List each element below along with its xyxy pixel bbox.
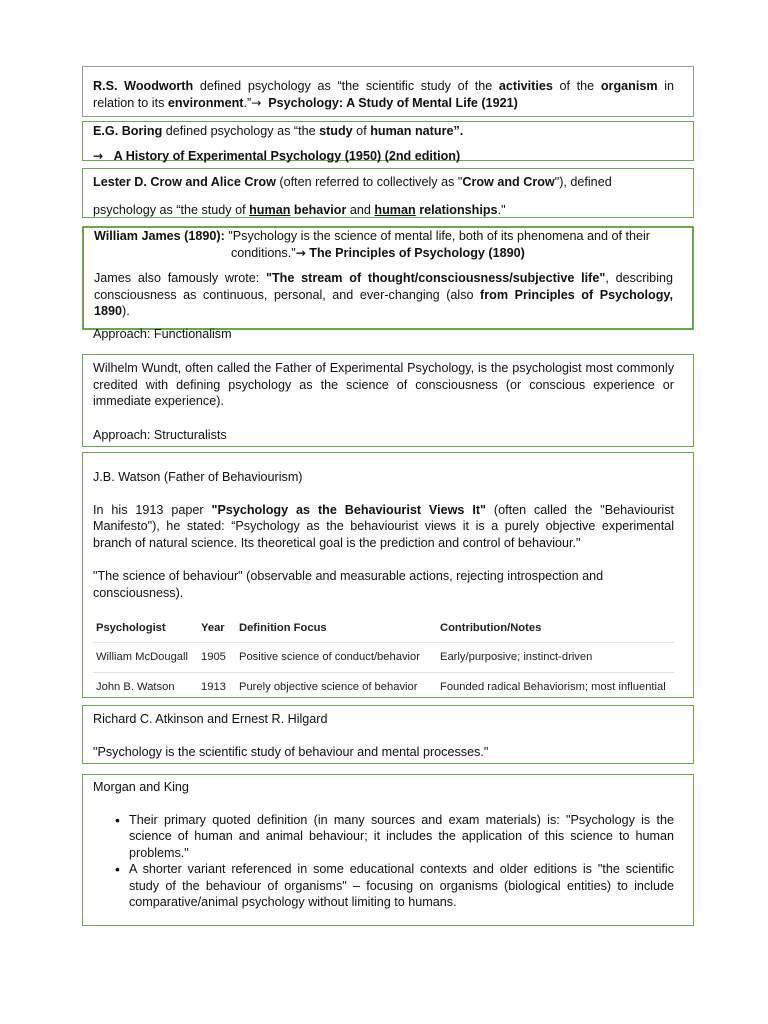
table-row <box>93 643 674 673</box>
crow-definition-line2: psychology as “the study of human behavior and human relationships." <box>93 202 506 217</box>
watson-heading: J.B. Watson (Father of Behaviourism) <box>93 470 303 484</box>
morgan-heading: Morgan and King <box>93 780 189 794</box>
table-header: Contribution/Notes <box>437 614 674 643</box>
james-box <box>82 226 694 330</box>
woodworth-box <box>82 66 694 117</box>
arrow-right-icon: → <box>93 148 104 163</box>
wundt-box <box>82 354 694 447</box>
table-cell: 1905 <box>198 643 236 673</box>
crow-definition-line1: Lester D. Crow and Alice Crow (often referred to collectively as "Crow and Crow"), defined <box>93 175 612 189</box>
table-cell: Purely objective science of behavior <box>239 681 418 694</box>
james-definition-cont: conditions."→ The Principles of Psychology (1890) <box>231 245 525 260</box>
atkinson-box <box>82 705 694 764</box>
boring-book-line <box>93 148 674 165</box>
table-cell: 1913 <box>201 681 226 694</box>
watson-paper: In his 1913 paper "Psychology as the Behaviourist Views It" (often called the "Behaviourist Manifesto"), he stated: “Psychology as the behaviourist views it is a purely objective experimental branch of natural science. Its theoretical goal is the prediction and control of behaviour." <box>93 502 674 550</box>
bullet-icon: • <box>115 811 120 828</box>
table-cell: Founded radical Behaviorism; most influential <box>440 681 666 694</box>
psychologist-table <box>93 614 674 702</box>
table-cell: Positive science of conduct/behavior <box>236 643 437 673</box>
morgan-definitions-list <box>93 812 674 911</box>
crow-box <box>82 168 694 218</box>
james-stream-of-thought: James also famously wrote: "The stream of thought/consciousness/subjective life", describing consciousness as continuous, personal, and ever-changing (also from Principles of Psychology, 1890). <box>94 271 673 318</box>
james-book: The Principles of Psychology (1890) <box>309 245 525 260</box>
list-item: • Their primary quoted definition (in many sources and exam materials) is: "Psychology is the science of human and animal behaviour; it includes the application of this science to human problems." <box>115 811 674 860</box>
atkinson-definition: "Psychology is the scientific study of behaviour and mental processes." <box>93 744 489 759</box>
table-cell: William McDougall <box>93 643 198 673</box>
wundt-definition: Wilhelm Wundt, often called the Father of Experimental Psychology, is the psychologist most commonly credited with defining psychology as the science of consciousness (or conscious experience or immediate experience). <box>93 361 674 408</box>
table-cell: John B. Watson <box>96 681 175 694</box>
wundt-approach: Approach: Structuralists <box>93 427 227 442</box>
list-item: • A shorter variant referenced in some educational contexts and older editions is "the scientific study of the behaviour of organisms" – focusing on organisms (biological entities) to include comparative/animal psychology without limiting to humans. <box>115 861 674 909</box>
james-approach: Approach: Functionalism <box>93 327 232 341</box>
table-header-row <box>93 614 674 643</box>
atkinson-heading: Richard C. Atkinson and Ernest R. Hilgard <box>93 712 328 726</box>
woodworth-book: Psychology: A Study of Mental Life (1921) <box>268 95 518 110</box>
table-header: Year <box>198 614 236 643</box>
james-definition: William James (1890): "Psychology is the science of mental life, both of its phenomena and of their <box>94 229 651 243</box>
table-row <box>93 673 674 703</box>
boring-definition: E.G. Boring defined psychology as “the study of human nature”. <box>93 124 464 138</box>
morgan-box <box>82 774 694 926</box>
watson-box <box>82 452 694 698</box>
bullet-icon: • <box>115 861 120 877</box>
woodworth-definition: R.S. Woodworth defined psychology as “the scientific study of the activities of the organism in relation to its environment.”→ Psychology: A Study of Mental Life (1921) <box>93 79 674 110</box>
arrow-right-icon: → <box>251 95 262 110</box>
boring-box <box>82 121 694 161</box>
table-cell: Early/purposive; instinct-driven <box>437 643 674 673</box>
table-header: Psychologist <box>93 614 198 643</box>
arrow-right-icon: → <box>295 245 306 260</box>
table-header: Definition Focus <box>236 614 437 643</box>
boring-book: A History of Experimental Psychology (1950) (2nd edition) <box>113 148 461 163</box>
watson-science-of-behaviour: "The science of behaviour" (observable and measurable actions, rejecting introspection and consciousness). <box>93 569 604 600</box>
